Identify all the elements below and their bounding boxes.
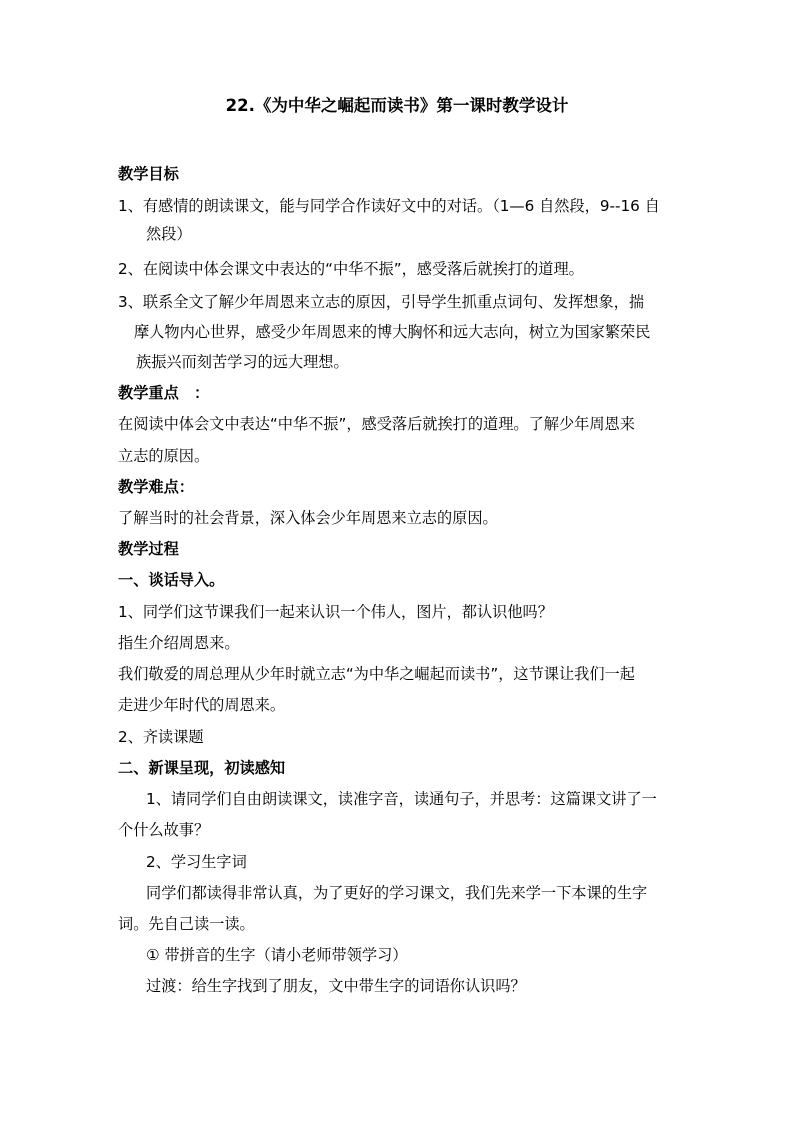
objective-2: 2、在阅读中体会课文中表达的“中华不振”，感受落后就挨打的道理。	[118, 260, 584, 278]
introduction-step-1: 1、同学们这节课我们一起来认识一个伟人，图片，都认识他吗？	[118, 603, 553, 621]
section-heading-new-lesson: 二、新课呈现，初读感知	[118, 759, 286, 777]
document-title: 22.《为中华之崛起而读书》第一课时教学设计	[225, 96, 569, 115]
vocabulary-paragraph-continued: 词。先自己读一读。	[118, 915, 255, 933]
objective-3: 3、联系全文了解少年周恩来立志的原因，引导学生抓重点词句、发挥想象，揣	[118, 293, 645, 311]
key-points-text-continued: 立志的原因。	[118, 447, 210, 465]
objective-3-continued-1: 摩人物内心世界，感受少年周恩来的博大胸怀和远大志向，树立为国家繁荣民	[134, 323, 651, 341]
new-lesson-step-1-continued: 个什么故事？	[118, 821, 210, 839]
section-heading-introduction: 一、谈话导入。	[118, 571, 225, 589]
objective-1-continued: 然段）	[146, 225, 192, 243]
section-heading-key-points: 教学重点 ：	[118, 384, 210, 402]
new-lesson-step-2: 2、学习生字词	[146, 853, 247, 871]
introduction-step-2: 2、齐读课题	[118, 728, 204, 746]
section-heading-objectives: 教学目标	[118, 165, 179, 183]
new-lesson-step-1: 1、请同学们自由朗读课文，读准字音，读通句子，并思考：这篇课文讲了一	[146, 790, 657, 808]
introduction-paragraph-continued: 走进少年时代的周恩来。	[118, 696, 286, 714]
vocabulary-item-1: ① 带拼音的生字（请小老师带领学习）	[146, 946, 408, 964]
objective-3-continued-2: 族振兴而刻苦学习的远大理想。	[136, 353, 349, 371]
objective-1: 1、有感情的朗读课文，能与同学合作读好文中的对话。（1—6 自然段，9--16 自	[118, 197, 660, 215]
difficulties-text: 了解当时的社会背景，深入体会少年周恩来立志的原因。	[118, 509, 498, 527]
section-heading-process: 教学过程	[118, 540, 179, 558]
vocabulary-paragraph: 同学们都读得非常认真，为了更好的学习课文，我们先来学一下本课的生字	[146, 884, 648, 902]
introduction-paragraph: 我们敬爱的周总理从少年时就立志“为中华之崛起而读书”，这节课让我们一起	[118, 665, 635, 683]
section-heading-difficulties: 教学难点：	[118, 478, 194, 496]
key-points-text: 在阅读中体会文中表达“中华不振”，感受落后就挨打的道理。了解少年周恩来	[118, 415, 635, 433]
introduction-note: 指生介绍周恩来。	[118, 634, 240, 652]
transition-text: 过渡：给生字找到了朋友，文中带生字的词语你认识吗？	[146, 977, 526, 995]
